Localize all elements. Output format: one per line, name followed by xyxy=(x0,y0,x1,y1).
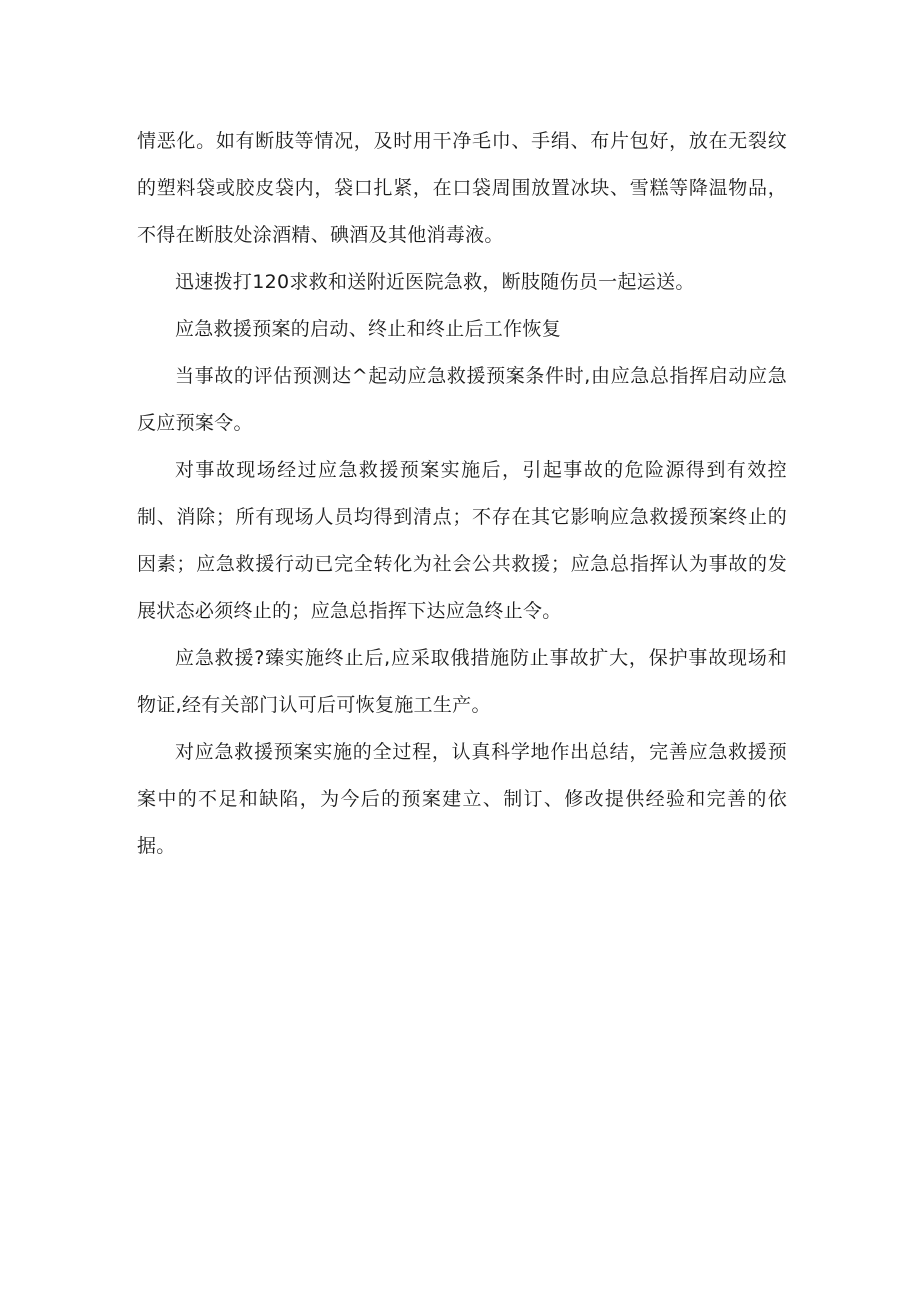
paragraph-4: 当事故的评估预测达^起动应急救援预案条件时,由应急总指挥启动应急反应预案令。 xyxy=(137,365,787,434)
paragraph-1: 情恶化。如有断肢等情况，及时用干净毛巾、手绢、布片包好，放在无裂纹的塑料袋或胶皮袋内，袋口扎紧，在口袋周围放置冰块、雪糕等降温物品，不得在断肢处涂酒精、碘酒及其他消毒液。 xyxy=(137,130,787,246)
paragraph-5: 对事故现场经过应急救援预案实施后，引起事故的危险源得到有效控制、消除；所有现场人员均得到清点；不存在其它影响应急救援预案终止的因素；应急救援行动已完全转化为社会公共救援；应急总指挥认为事故的发展状态必须终止的；应急总指挥下达应急终止令。 xyxy=(137,459,787,622)
document-body xyxy=(137,118,787,870)
paragraph-6: 应急救援?臻实施终止后,应采取俄措施防止事故扩大，保护事故现场和物证,经有关部门认可后可恢复施工生产。 xyxy=(137,647,787,716)
paragraph-3-heading: 应急救援预案的启动、终止和终止后工作恢复 xyxy=(175,318,562,340)
paragraph-2: 迅速拨打120求救和送附近医院急救，断肢随伤员一起运送。 xyxy=(175,271,695,293)
paragraph-7: 对应急救援预案实施的全过程，认真科学地作出总结，完善应急救援预案中的不足和缺陷，为今后的预案建立、制订、修改提供经验和完善的依据。 xyxy=(137,741,787,857)
